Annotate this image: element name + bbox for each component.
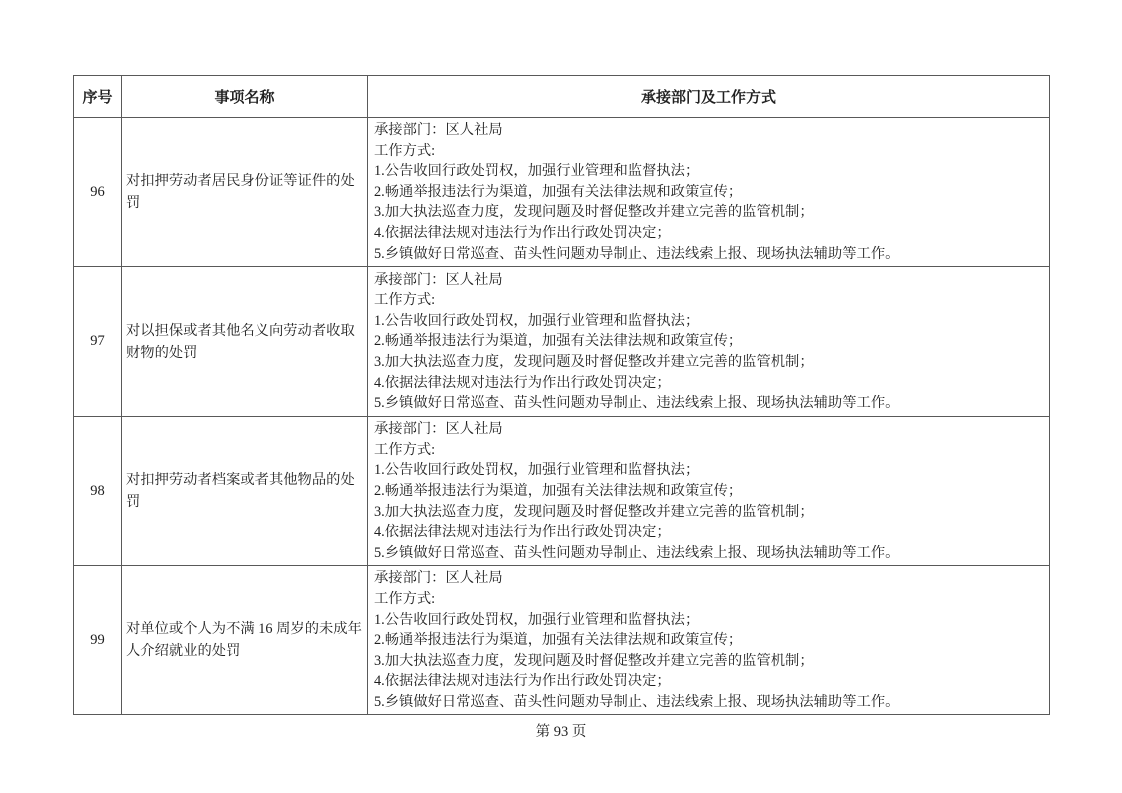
detail-line: 5.乡镇做好日常巡查、苗头性问题劝导制止、违法线索上报、现场执法辅助等工作。 bbox=[374, 693, 900, 710]
detail-line: 承接部门：区人社局 bbox=[374, 570, 503, 587]
detail-line: 3.加大执法巡查力度，发现问题及时督促整改并建立完善的监管机制； bbox=[374, 204, 814, 221]
items-table bbox=[73, 75, 1050, 715]
detail-line: 5.乡镇做好日常巡查、苗头性问题劝导制止、违法线索上报、现场执法辅助等工作。 bbox=[374, 245, 900, 262]
detail-line: 2.畅通举报违法行为渠道，加强有关法律法规和政策宣传； bbox=[374, 482, 743, 499]
detail-line: 3.加大执法巡查力度，发现问题及时督促整改并建立完善的监管机制； bbox=[374, 503, 814, 520]
detail-line: 4.依据法律法规对违法行为作出行政处罚决定； bbox=[374, 374, 671, 391]
item-name-cell: 对单位或个人为不满 16 周岁的未成年人介绍就业的处罚 bbox=[122, 566, 368, 715]
page-number: 第 93 页 bbox=[535, 724, 587, 740]
detail-line: 2.畅通举报违法行为渠道，加强有关法律法规和政策宣传； bbox=[374, 183, 743, 200]
row-serial-number: 98 bbox=[74, 417, 122, 566]
detail-line: 工作方式: bbox=[374, 292, 436, 309]
table-row bbox=[74, 417, 1050, 566]
work-method-cell bbox=[368, 566, 1050, 715]
work-method-cell bbox=[368, 417, 1050, 566]
header-serial-number: 序号 bbox=[74, 76, 122, 118]
detail-line: 1.公告收回行政处罚权，加强行业管理和监督执法； bbox=[374, 163, 700, 180]
work-method-cell bbox=[368, 118, 1050, 267]
header-item-name: 事项名称 bbox=[122, 76, 368, 118]
table-row bbox=[74, 566, 1050, 715]
detail-line: 3.加大执法巡查力度，发现问题及时督促整改并建立完善的监管机制； bbox=[374, 652, 814, 669]
detail-line: 5.乡镇做好日常巡查、苗头性问题劝导制止、违法线索上报、现场执法辅助等工作。 bbox=[374, 395, 900, 412]
work-method-cell bbox=[368, 267, 1050, 417]
detail-line: 承接部门：区人社局 bbox=[374, 122, 503, 138]
row-serial-number: 96 bbox=[74, 118, 122, 267]
detail-line: 承接部门：区人社局 bbox=[374, 421, 503, 438]
detail-line: 4.依据法律法规对违法行为作出行政处罚决定； bbox=[374, 224, 671, 241]
table-header-row bbox=[74, 76, 1050, 118]
table-row bbox=[74, 118, 1050, 267]
item-name-cell: 对以担保或者其他名义向劳动者收取财物的处罚 bbox=[122, 267, 368, 417]
detail-line: 工作方式: bbox=[374, 441, 436, 458]
detail-line: 2.畅通举报违法行为渠道，加强有关法律法规和政策宣传； bbox=[374, 333, 743, 350]
detail-line: 4.依据法律法规对违法行为作出行政处罚决定； bbox=[374, 524, 671, 541]
detail-line: 2.畅通举报违法行为渠道，加强有关法律法规和政策宣传； bbox=[374, 632, 743, 649]
detail-line: 3.加大执法巡查力度，发现问题及时督促整改并建立完善的监管机制； bbox=[374, 353, 814, 370]
item-name-cell: 对扣押劳动者档案或者其他物品的处罚 bbox=[122, 417, 368, 566]
detail-line: 1.公告收回行政处罚权，加强行业管理和监督执法； bbox=[374, 462, 700, 479]
detail-line: 工作方式: bbox=[374, 142, 436, 159]
detail-line: 4.依据法律法规对违法行为作出行政处罚决定； bbox=[374, 673, 671, 690]
item-name-cell: 对扣押劳动者居民身份证等证件的处罚 bbox=[122, 118, 368, 267]
detail-line: 1.公告收回行政处罚权，加强行业管理和监督执法； bbox=[374, 312, 700, 329]
row-serial-number: 99 bbox=[74, 566, 122, 715]
table-row bbox=[74, 267, 1050, 417]
detail-line: 1.公告收回行政处罚权，加强行业管理和监督执法； bbox=[374, 611, 700, 628]
detail-line: 5.乡镇做好日常巡查、苗头性问题劝导制止、违法线索上报、现场执法辅助等工作。 bbox=[374, 544, 900, 561]
header-department-method: 承接部门及工作方式 bbox=[368, 76, 1050, 118]
row-serial-number: 97 bbox=[74, 267, 122, 417]
detail-line: 承接部门：区人社局 bbox=[374, 271, 503, 288]
detail-line: 工作方式: bbox=[374, 590, 436, 607]
